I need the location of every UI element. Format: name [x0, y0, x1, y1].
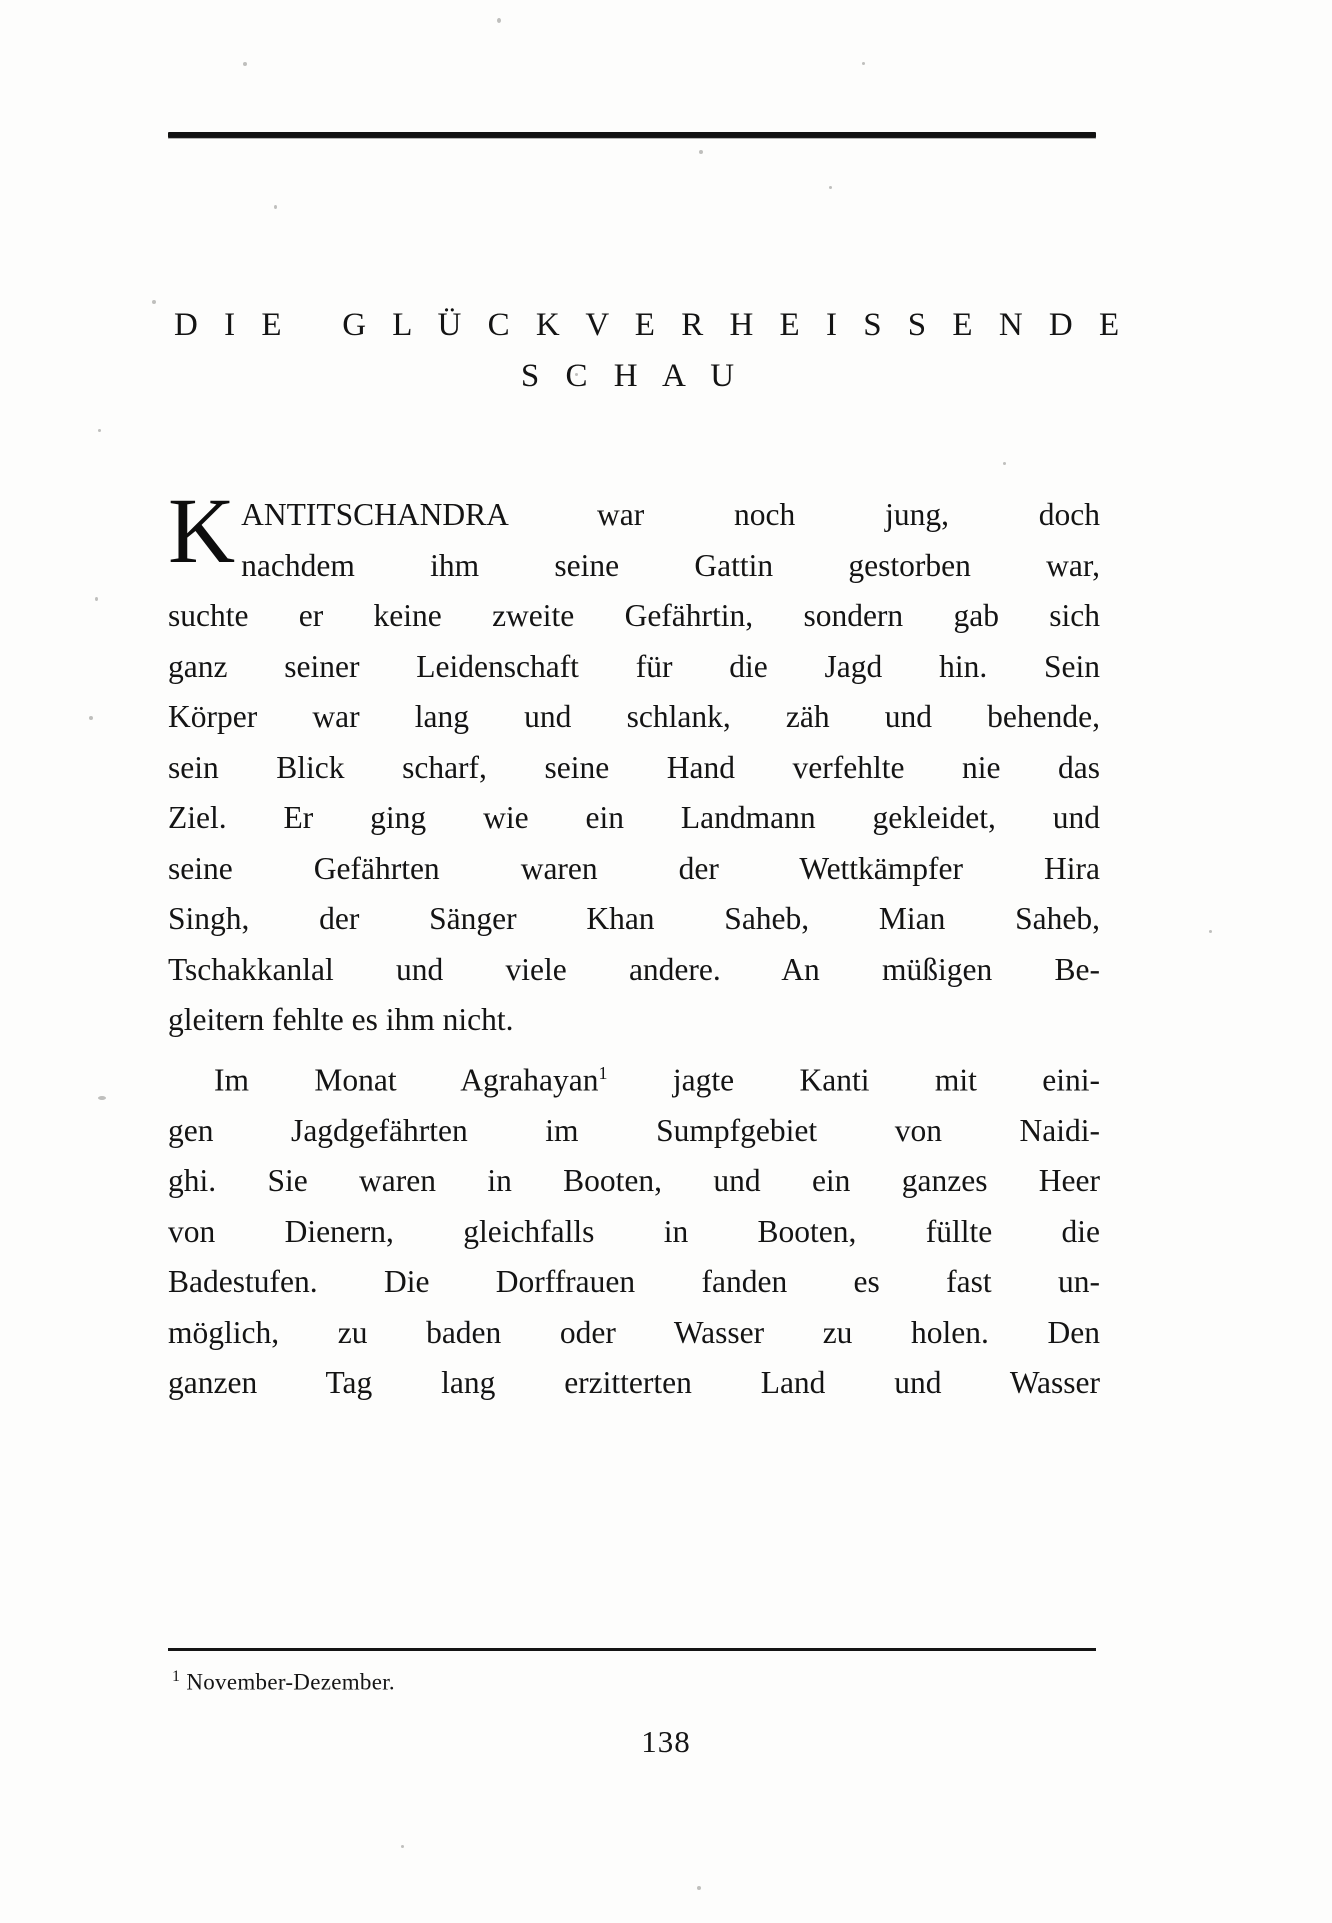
footnote-text: November-Dezember. — [186, 1669, 395, 1695]
scan-speck — [95, 597, 98, 601]
scan-speck — [497, 18, 501, 23]
page-title — [168, 300, 1129, 402]
scan-speck — [697, 1886, 701, 1890]
text-line: Körper war lang und schlank, zäh und behende, — [168, 699, 1100, 734]
header-rule — [168, 132, 1096, 138]
text-line: ANTITSCHANDRA war noch jung, doch — [241, 497, 1100, 532]
scan-speck — [243, 62, 247, 66]
scan-speck — [401, 1845, 404, 1848]
text-line: Singh, der Sänger Khan Saheb, Mian Saheb, — [168, 901, 1100, 936]
scan-speck — [862, 62, 865, 65]
text-line: Ziel. Er ging wie ein Landmann gekleidet, und — [168, 800, 1100, 835]
scan-speck — [98, 1096, 106, 1100]
text-line — [168, 1048, 1100, 1106]
text-fragment: jagte Kanti mit eini- — [607, 1062, 1100, 1097]
scan-speck — [274, 205, 277, 209]
text-line: sein Blick scharf, seine Hand verfehlte nie das — [168, 749, 1100, 785]
paragraph-1 — [168, 480, 1100, 1046]
scan-speck — [98, 429, 101, 432]
footnote-marker: 1 — [172, 1668, 181, 1685]
footnote — [172, 1660, 395, 1700]
scan-speck — [1003, 462, 1006, 465]
scan-speck — [699, 150, 703, 154]
text-line: ghi. Sie waren in Booten, und ein ganzes Heer — [168, 1163, 1100, 1198]
text-line: gleitern fehlte es ihm nicht. — [168, 1002, 514, 1037]
text-line: Badestufen. Die Dorffrauen fanden es fast un- — [168, 1264, 1100, 1299]
title-line-2: S C H A U — [520, 358, 744, 395]
scan-speck — [1209, 930, 1212, 933]
text-line: seine Gefährten waren der Wettkämpfer Hira — [168, 850, 1100, 886]
text-line: suchte er keine zweite Gefährtin, sondern gab sich — [168, 598, 1100, 633]
text-line: Tschakkanlal und viele andere. An müßigen Be- — [168, 951, 1100, 987]
title-line-1: D I E G L Ü C K V E R H E I S S E N D E — [174, 307, 1129, 343]
footnote-rule — [168, 1648, 1096, 1651]
page-number: 138 — [641, 1724, 691, 1759]
drop-cap: K — [168, 480, 236, 583]
scan-speck — [89, 716, 93, 720]
footnote-reference: 1 — [598, 1062, 608, 1083]
scan-speck — [829, 186, 832, 189]
text-line: möglich, zu baden oder Wasser zu holen. Den — [168, 1314, 1100, 1350]
body-text — [168, 480, 1100, 1409]
text-line: gen Jagdgefährten im Sumpfgebiet von Naidi- — [168, 1112, 1100, 1148]
text-line: ganzen Tag lang erzitterten Land und Wasser — [168, 1365, 1100, 1400]
text-line: von Dienern, gleichfalls in Booten, füllte die — [168, 1213, 1100, 1249]
text-fragment: Im Monat Agrahayan — [214, 1062, 599, 1097]
text-line: nachdem ihm seine Gattin gestorben war, — [241, 547, 1100, 583]
text-line: ganz seiner Leidenschaft für die Jagd hin. Sein — [168, 648, 1100, 684]
paragraph-2 — [168, 1048, 1100, 1409]
scan-speck — [152, 300, 156, 304]
